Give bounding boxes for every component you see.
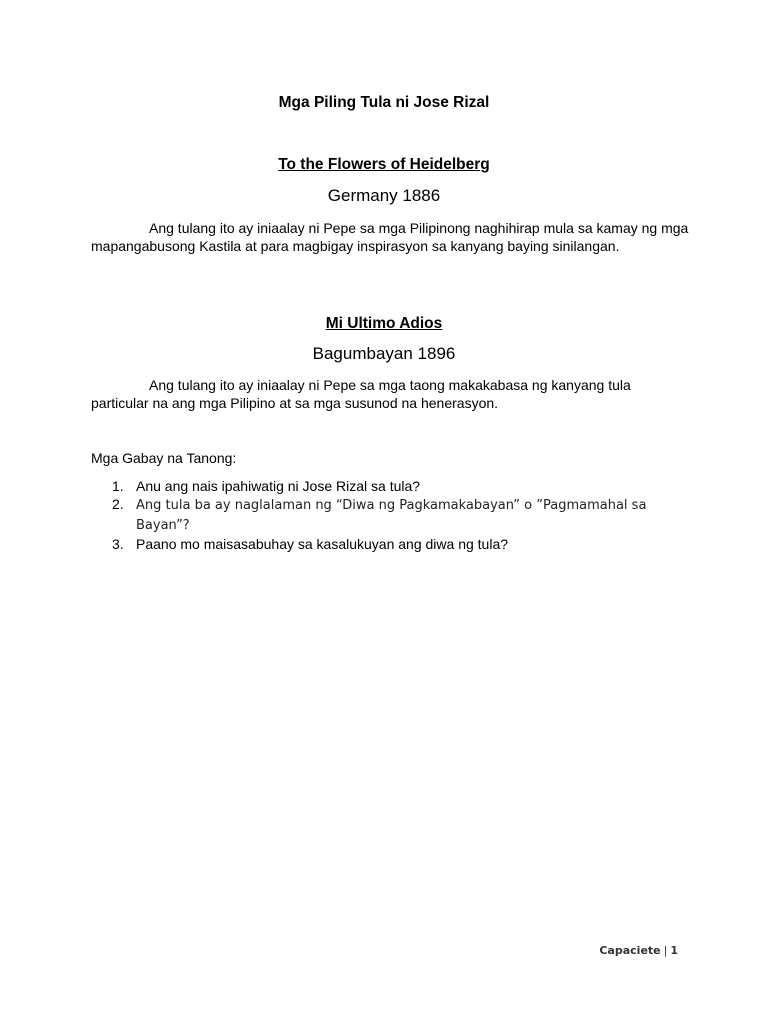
list-item <box>91 495 691 535</box>
question-text: Paano mo maisasabuhay sa kasalukuyan ang diwa ng tula? <box>136 536 509 552</box>
section-paragraph-ultimo-adios: Ang tulang ito ay iniaalay ni Pepe sa mga taong makakabasa ng kanyang tula particular na ang mga Pilipino at sa mga susunod na henerasyon. <box>91 377 631 411</box>
section-subheading-germany: Germany 1886 <box>327 186 441 205</box>
question-text: Ang tula ba ay naglalaman ng “Diwa ng Pagkamakabayan” o ”Pagmamahal sa Bayan”? <box>136 498 647 533</box>
footer-page-number: 1 <box>670 944 678 957</box>
question-number: 2. <box>112 496 124 512</box>
document-title: Mga Piling Tula ni Jose Rizal <box>278 94 490 111</box>
question-number: 3. <box>112 536 124 552</box>
section-heading-heidelberg: To the Flowers of Heidelberg <box>278 156 490 173</box>
section-paragraph-heidelberg: Ang tulang ito ay iniaalay ni Pepe sa mga Pilipinong naghihirap mula sa kamay ng mga mapangabusong Kastila at para magbigay inspirasyon sa kanyang baying sinilangan. <box>91 220 689 254</box>
guide-questions-label: Mga Gabay na Tanong: <box>91 450 237 466</box>
footer-author: Capaciete <box>599 944 661 957</box>
list-item <box>91 535 691 553</box>
question-text: Anu ang nais ipahiwatig ni Jose Rizal sa tula? <box>136 478 421 494</box>
page-footer <box>599 944 678 957</box>
list-item <box>91 477 691 495</box>
guide-questions-list <box>91 477 691 553</box>
footer-separator: | <box>663 944 668 957</box>
question-number: 1. <box>112 478 124 494</box>
section-heading-ultimo-adios: Mi Ultimo Adios <box>325 315 443 332</box>
section-subheading-bagumbayan: Bagumbayan 1896 <box>312 344 456 363</box>
